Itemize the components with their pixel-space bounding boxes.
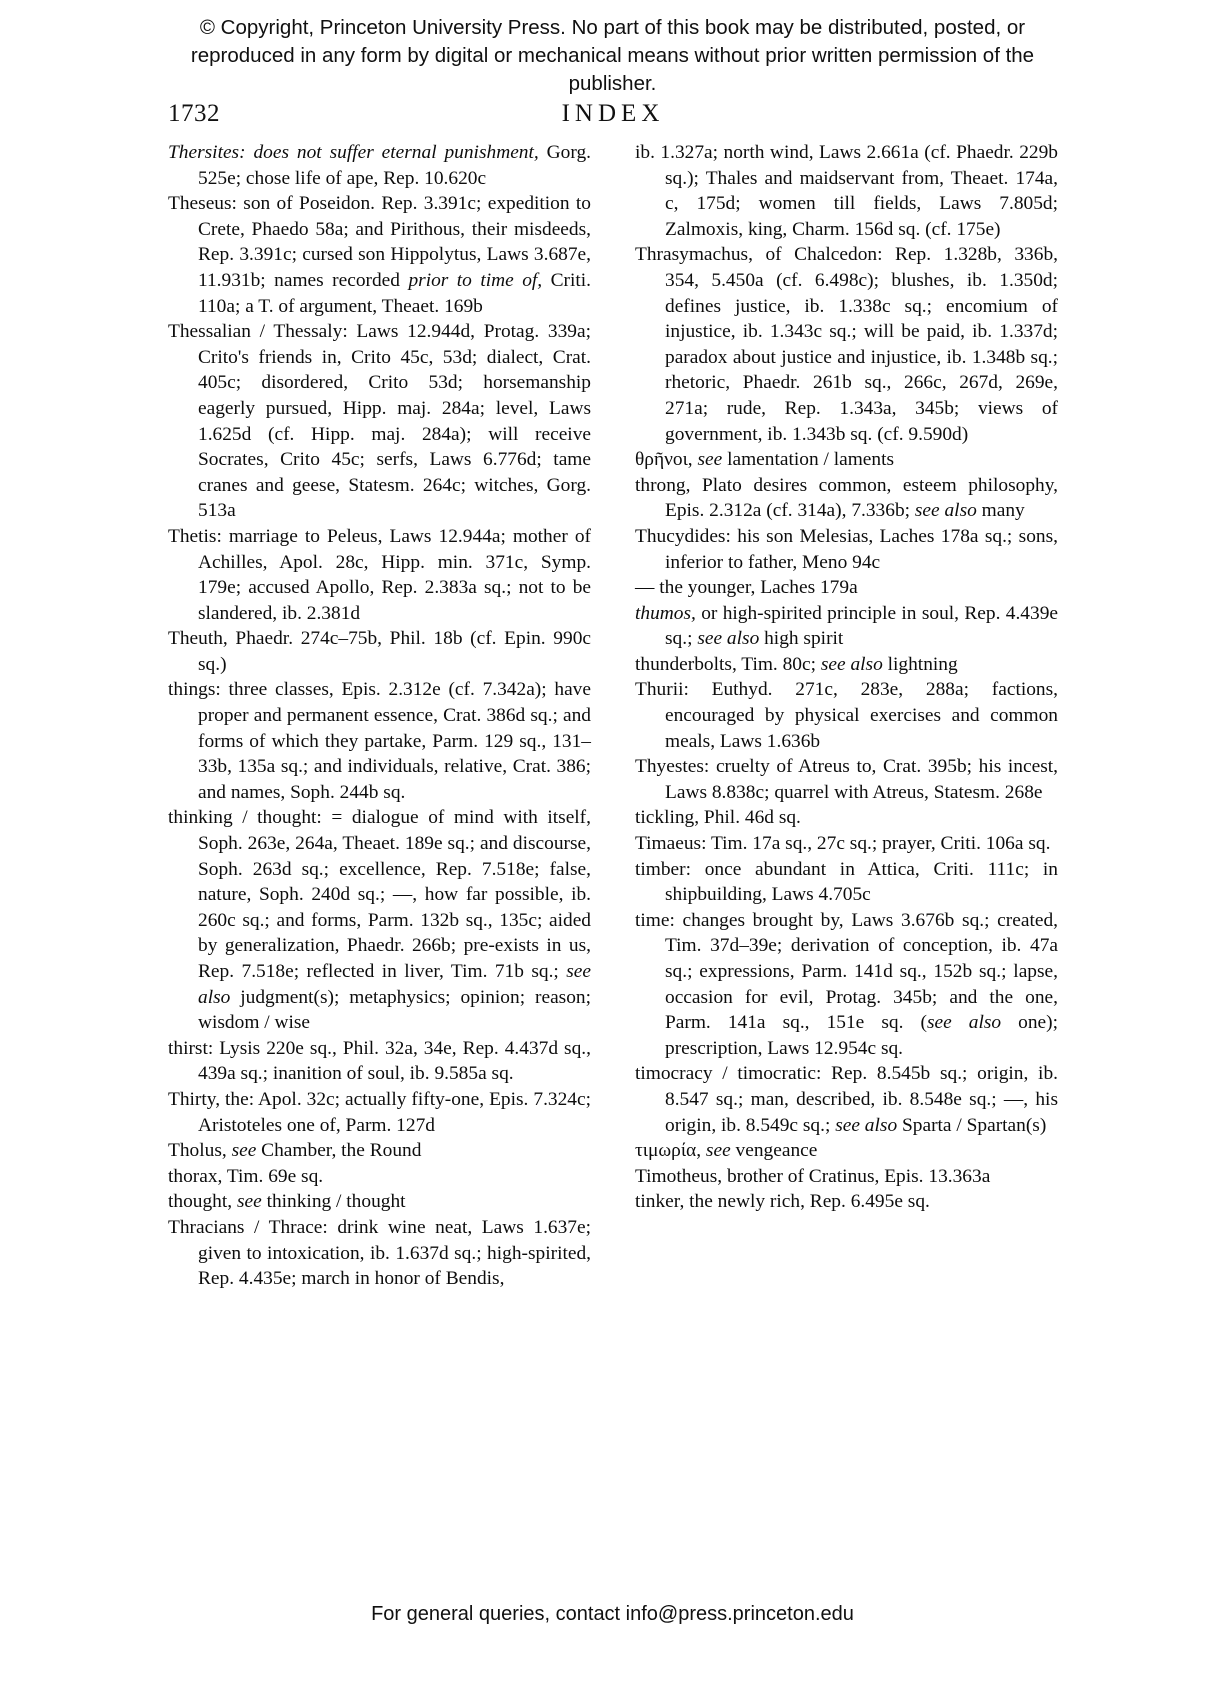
index-entry: Thessalian / Thessaly: Laws 12.944d, Protag. 339a; Crito's friends in, Crito 45c, 53d; dialect, Crat. 405c; disordered, Crito 53d; horsemanship eagerly pursued, Hipp. maj. 284a; level, Laws 1.625d (cf. Hipp. maj. 284a); will receive Socrates, Crito 45c; serfs, Laws 6.776d; tame cranes and geese, Statesm. 264c; witches, Gorg. 513a <box>168 321 591 522</box>
index-entry: thunderbolts, Tim. 80c; see also lightning <box>635 653 958 675</box>
index-entry: timber: once abundant in Attica, Criti. 111c; in shipbuilding, Laws 4.705c <box>635 858 1058 906</box>
index-entry: Thersites: does not suffer eternal punishment, Gorg. 525e; chose life of ape, Rep. 10.620c <box>168 142 591 189</box>
index-entry: θρῆνοι, see lamentation / laments <box>635 449 895 471</box>
index-entry: thought, see thinking / thought <box>168 1191 406 1213</box>
index-entry: Theuth, Phaedr. 274c–75b, Phil. 18b (cf. Epin. 990c sq.) <box>168 628 591 675</box>
index-entry: Thirty, the: Apol. 32c; actually fifty-one, Epis. 7.324c; Aristoteles one of, Parm. 127d <box>168 1088 591 1136</box>
index-entry: τιμωρία, see vengeance <box>635 1140 818 1162</box>
index-entry: ib. 1.327a; north wind, Laws 2.661a (cf. Phaedr. 229b sq.); Thales and maidservant from, Theaet. 174a, c, 175d; women till fields, Laws 7.805d; Zalmoxis, king, Charm. 156d sq. (cf. 175e) <box>635 142 1058 240</box>
index-entry: tickling, Phil. 46d sq. <box>635 807 801 829</box>
index-columns <box>168 140 1058 1292</box>
index-entry: thinking / thought: = dialogue of mind with itself, Soph. 263e, 264a, Theaet. 189e sq.; and discourse, Soph. 263d sq.; excellence, Rep. 7.518e; false, nature, Soph. 240d sq.; —, how far possible, ib. 260c sq.; and forms, Parm. 132b sq., 135c; aided by generalization, Phaedr. 266b; pre-exists in us, Rep. 7.518e; reflected in liver, Tim. 71b sq.; see also judgment(s); metaphysics; opinion; reason; wisdom / wise <box>168 807 591 1034</box>
footer-contact: For general queries, contact info@press.princeton.edu <box>371 1603 854 1625</box>
index-entry: Thrasymachus, of Chalcedon: Rep. 1.328b, 336b, 354, 5.450a (cf. 6.498c); blushes, ib. 1.350d; defines justice, ib. 1.338c sq.; encomium of injustice, ib. 1.343c sq.; will be paid, ib. 1.337d; paradox about justice and injustice, ib. 1.348b sq.; rhetoric, Phaedr. 261b sq., 266c, 267d, 269e, 271a; rude, Rep. 1.343a, 345b; views of government, ib. 1.343b sq. (cf. 9.590d) <box>635 244 1058 445</box>
index-entry: throng, Plato desires common, esteem philosophy, Epis. 2.312a (cf. 314a), 7.336b; see also many <box>635 474 1058 522</box>
column-left <box>168 140 591 1292</box>
page-title: INDEX <box>561 100 665 127</box>
index-entry: Thracians / Thrace: drink wine neat, Laws 1.637e; given to intoxication, ib. 1.637d sq.; high-spirited, Rep. 4.435e; march in honor of Bendis, <box>168 1216 591 1290</box>
index-entry: Thurii: Euthyd. 271c, 283e, 288a; factions, encouraged by physical exercises and common meals, Laws 1.636b <box>635 679 1058 752</box>
index-entry: things: three classes, Epis. 2.312e (cf. 7.342a); have proper and permanent essence, Crat. 386d sq.; and forms of which they partake, Parm. 129 sq., 131–33b, 135a sq.; and individuals, relative, Crat. 386; and names, Soph. 244b sq. <box>168 679 591 803</box>
index-entry: timocracy / timocratic: Rep. 8.545b sq.; origin, ib. 8.547 sq.; man, described, ib. 8.548e sq.; —, his origin, ib. 8.549c sq.; see also Sparta / Spartan(s) <box>635 1063 1058 1136</box>
index-entry: Tholus, see Chamber, the Round <box>168 1140 422 1162</box>
index-entry: Timotheus, brother of Cratinus, Epis. 13.363a <box>635 1165 991 1187</box>
copyright-notice: © Copyright, Princeton University Press. No part of this book may be distributed, posted, or reproduced in any form by digital or mechanical means without prior written permission of the publisher. <box>190 16 1035 95</box>
index-entry: Thucydides: his son Melesias, Laches 178a sq.; sons, inferior to father, Meno 94c <box>635 525 1058 573</box>
index-entry: Thetis: marriage to Peleus, Laws 12.944a; mother of Achilles, Apol. 28c, Hipp. min. 371c, Symp. 179e; accused Apollo, Rep. 2.383a sq.; not to be slandered, ib. 2.381d <box>168 525 591 624</box>
index-entry: tinker, the newly rich, Rep. 6.495e sq. <box>635 1191 930 1213</box>
index-entry: thumos, or high-spirited principle in soul, Rep. 4.439e sq.; see also high spirit <box>635 602 1058 650</box>
index-entry: — the younger, Laches 179a <box>635 577 858 599</box>
index-entry: Thyestes: cruelty of Atreus to, Crat. 395b; his incest, Laws 8.838c; quarrel with Atreus, Statesm. 268e <box>635 756 1058 803</box>
column-right <box>635 140 1058 1292</box>
index-entry: time: changes brought by, Laws 3.676b sq.; created, Tim. 37d–39e; derivation of conception, ib. 47a sq.; expressions, Parm. 141d sq., 152b sq.; lapse, occasion for evil, Protag. 345b; and the one, Parm. 141a sq., 151e sq. (see also one); prescription, Laws 12.954c sq. <box>635 909 1058 1059</box>
index-entry: thorax, Tim. 69e sq. <box>168 1165 324 1187</box>
index-entry: Timaeus: Tim. 17a sq., 27c sq.; prayer, Criti. 106a sq. <box>635 833 1051 855</box>
page-header <box>168 100 1058 130</box>
index-entry: Theseus: son of Poseidon. Rep. 3.391c; expedition to Crete, Phaedo 58a; and Pirithous, their misdeeds, Rep. 3.391c; cursed son Hippolytus, Laws 3.687e, 11.931b; names recorded prior to time of, Criti. 110a; a T. of argument, Theaet. 169b <box>168 193 592 317</box>
index-entry: thirst: Lysis 220e sq., Phil. 32a, 34e, Rep. 4.437d sq., 439a sq.; inanition of soul, ib. 9.585a sq. <box>168 1037 591 1085</box>
page-number: 1732 <box>168 100 220 127</box>
